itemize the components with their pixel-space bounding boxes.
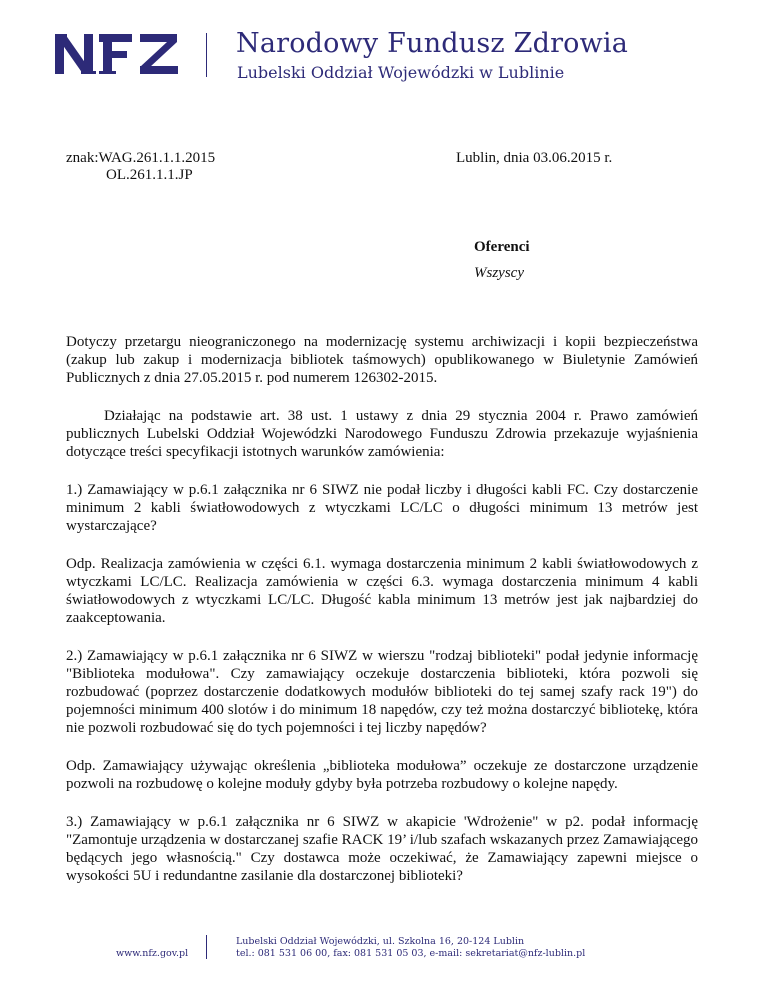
recipient-title: Oferenci bbox=[474, 239, 530, 255]
reference-line-1: znak:WAG.261.1.1.2015 bbox=[66, 150, 216, 166]
footer-contact bbox=[236, 936, 585, 960]
reference-number bbox=[66, 150, 215, 184]
reference-line-2: OL.261.1.1.JP bbox=[106, 167, 193, 183]
question-3: 3.) Zamawiający w p.6.1 załącznika nr 6 SIWZ w akapicie 'Wdrożenie" w p2. podał informację "Zamontuje urządzenia w dostarczanej szafie RACK 19’ i/lub szafach wskazanych przez Zamawiającego będących jego własnością." Czy dostawca może oczekiwać, że Zamawiający zapewni miejsce o wysokości 5U i redundantne zasilanie dla dostarczonej biblioteki? bbox=[66, 814, 698, 884]
letter-date: Lublin, dnia 03.06.2015 r. bbox=[456, 150, 613, 166]
header-divider bbox=[206, 33, 207, 77]
nfz-logo bbox=[55, 31, 180, 77]
question-2: 2.) Zamawiający w p.6.1 załącznika nr 6 SIWZ w wierszu "rodzaj biblioteki" podał jedynie informację "Biblioteka modułowa". Czy zamawiający oczekuje dostarczenia biblioteki, która pozwoli się rozbudować (poprzez dostarczenie dodatkowych modułów biblioteki do tej samej szafy rack 19") do pojemności minimum 400 slotów i do minimum 18 napędów, czy też można dostarczyć bibliotekę, która nie pozwoli rozbudować się do tych pojemności i tej liczby napędów? bbox=[66, 648, 698, 736]
recipient-block bbox=[474, 234, 530, 286]
answer-1: Odp. Realizacja zamówienia w części 6.1. wymaga dostarczenia minimum 2 kabli światłowodowych z wtyczkami LC/LC. Realizacja zamówienia w części 6.3. wymaga dostarczenia minimum 4 kabli światłowodowych z wtyczkami LC/LC. Długość kabla minimum 13 metrów jest jak najbardziej do zaakceptowania. bbox=[66, 556, 698, 626]
organization-name: Narodowy Fundusz Zdrowia bbox=[236, 28, 629, 59]
subject-paragraph: Dotyczy przetargu nieograniczonego na modernizację systemu archiwizacji i kopii bezpieczeństwa (zakup lub zakup i modernizacja bibliotek taśmowych) opublikowanego w Biuletynie Zamówień Publicznych z dnia 27.05.2015 r. pod numerem 126302-2015. bbox=[66, 334, 698, 386]
question-1: 1.) Zamawiający w p.6.1 załącznika nr 6 SIWZ nie podał liczby i długości kabli FC. Czy dostarczenie minimum 2 kabli światłowodowych z wtyczkami LC/LC o długości minimum 13 metrów jest wystarczające? bbox=[66, 482, 698, 534]
footer-address: Lubelski Oddział Wojewódzki, ul. Szkolna 16, 20-124 Lublin bbox=[236, 936, 525, 947]
letter-body bbox=[66, 333, 698, 905]
organization-branch: Lubelski Oddział Wojewódzki w Lublinie bbox=[237, 63, 565, 82]
footer-phone-email: tel.: 081 531 06 00, fax: 081 531 05 03, e-mail: sekretariat@nfz-lublin.pl bbox=[236, 948, 586, 959]
footer-divider bbox=[206, 935, 207, 959]
footer-website: www.nfz.gov.pl bbox=[116, 948, 189, 959]
recipient-name: Wszyscy bbox=[474, 265, 524, 281]
answer-2: Odp. Zamawiający używając określenia „biblioteka modułowa” oczekuje ze dostarczone urządzenie pozwoli na rozbudowę o kolejne moduły gdyby była potrzeba rozbudowy o kolejne napędy. bbox=[66, 758, 698, 792]
intro-paragraph: Działając na podstawie art. 38 ust. 1 ustawy z dnia 29 stycznia 2004 r. Prawo zamówień publicznych Lubelski Oddział Wojewódzki Narodowego Funduszu Zdrowia przekazuje wyjaśnienia dotyczące treści specyfikacji istotnych warunków zamówienia: bbox=[66, 408, 698, 460]
